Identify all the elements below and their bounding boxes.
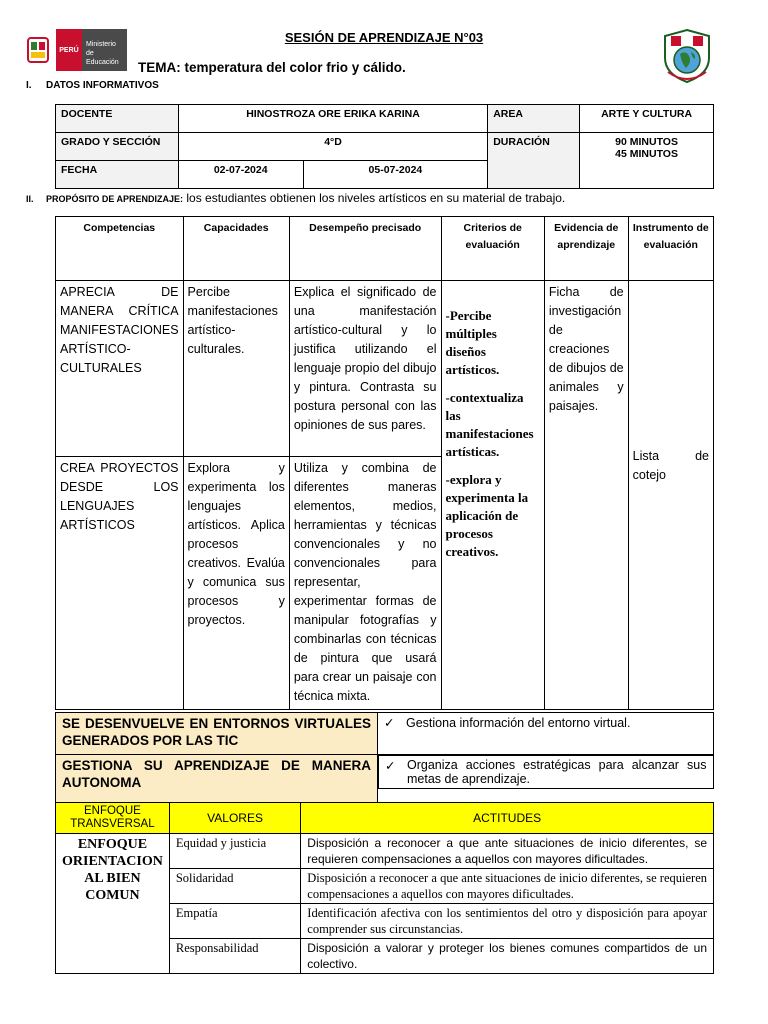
checkmark-icon: ✓ — [384, 716, 395, 730]
section-2-label: PROPÓSITO DE APRENDIZAJE: — [46, 194, 184, 204]
competencia-2: CREA PROYECTOS DESDE LOS LENGUAJES ARTÍSTICOS — [56, 457, 184, 710]
docente-value: HINOSTROZA ORE ERIKA KARINA — [178, 105, 487, 133]
ministry-line-2: de Educación — [86, 50, 119, 66]
header-competencias: Competencias — [56, 217, 184, 281]
virtual-competency-2: GESTIONA SU APRENDIZAJE DE MANERA AUTONOMA — [56, 755, 378, 803]
approach-name: ENFOQUE ORIENTACION AL BIEN COMUN — [56, 834, 170, 974]
virtual-capacity-1-text: Gestiona información del entorno virtual. — [406, 716, 631, 730]
competencies-header-row — [56, 217, 714, 281]
competencia-1: APRECIA DE MANERA CRÍTICA MANIFESTACIONES ARTÍSTICO-CULTURALES — [56, 281, 184, 457]
approach-row-1 — [56, 834, 714, 869]
virtual-capacity-2 — [378, 755, 714, 789]
valor-1: Equidad y justicia — [169, 834, 300, 869]
duracion-value-2: 45 MINUTOS — [615, 148, 678, 160]
info-table — [55, 104, 714, 189]
transversal-competencies-table — [55, 712, 714, 803]
evidencia-cell: Ficha de investigación de creaciones de dibujos de animales y paisajes. — [544, 281, 628, 710]
area-label: AREA — [488, 105, 580, 133]
header-enfoque: ENFOQUE TRANSVERSAL — [56, 803, 170, 834]
transversal-approach-table — [55, 802, 714, 974]
fecha-value-2: 05-07-2024 — [303, 161, 488, 189]
topic-title: TEMA: temperatura del color frio y cálido. — [138, 60, 406, 75]
header-capacidades: Capacidades — [183, 217, 289, 281]
country-label: PERÚ — [56, 29, 82, 71]
header-actitudes: ACTITUDES — [301, 803, 714, 834]
section-1-label: DATOS INFORMATIVOS — [46, 80, 159, 91]
grado-value: 4°D — [178, 133, 487, 161]
actitud-1: Disposición a reconocer a que ante situaciones de inicio diferentes, se requieren compensaciones a aquellos con mayores dificultades. — [301, 834, 714, 869]
competencies-table — [55, 216, 714, 710]
section-1-heading — [26, 80, 159, 91]
duracion-label: DURACIÓN — [488, 133, 580, 189]
actitud-2: Disposición a reconocer a que ante situaciones de inicio diferentes, se requieren compensaciones a aquellos con mayores dificultades. — [301, 869, 714, 904]
virtual-row-1 — [56, 713, 714, 755]
virtual-capacity-1 — [378, 713, 714, 755]
header-evidencia: Evidencia de aprendizaje — [544, 217, 628, 281]
competency-row-1 — [56, 281, 714, 457]
desempeno-1: Explica el significado de una manifestación artístico-cultural y lo justifica utilizando el lenguaje propio del dibujo y pintura. Contrasta su postura personal con las opiniones de sus pares. — [289, 281, 441, 457]
ministry-line-1: Ministerio — [86, 41, 116, 48]
page-title: SESIÓN DE APRENDIZAJE N°03 — [284, 30, 484, 45]
section-2-text: los estudiantes obtienen los niveles artísticos en su material de trabajo. — [186, 191, 566, 205]
virtual-capacity-2-text: Organiza acciones estratégicas para alcanzar sus metas de aprendizaje. — [407, 758, 707, 786]
actitud-4: Disposición a valorar y proteger los bienes comunes compartidos de un colectivo. — [301, 939, 714, 974]
info-row-docente — [56, 105, 714, 133]
fecha-value-1: 02-07-2024 — [178, 161, 303, 189]
criterios-cell — [441, 281, 544, 710]
docente-label: DOCENTE — [56, 105, 179, 133]
header-criterios: Criterios de evaluación — [441, 217, 544, 281]
grado-label: GRADO Y SECCIÓN — [56, 133, 179, 161]
duracion-value-1: 90 MINUTOS — [615, 136, 678, 148]
header-desempeno: Desempeño precisado — [289, 217, 441, 281]
desempeno-2: Utiliza y combina de diferentes maneras elementos, medios, herramientas y técnicas convencionales y no convencionales para representar, experimentar formas de manipular fotografías y combinarlas con técnicas de pintura que usará para crear un paisaje con técnica mixta. — [289, 457, 441, 710]
capacidad-2: Explora y experimenta los lenguajes artísticos. Aplica procesos creativos. Evalúa y comunica sus procesos y proyectos. — [183, 457, 289, 710]
approach-header-row — [56, 803, 714, 834]
section-2-heading — [26, 191, 565, 205]
virtual-competency-1: SE DESENVUELVE EN ENTORNOS VIRTUALES GENERADOS POR LAS TIC — [56, 713, 378, 755]
criterio-2: -contextualiza las manifestaciones artísticas. — [445, 390, 534, 459]
actitud-3: Identificación afectiva con los sentimientos del otro y disposición para apoyar comprender sus circunstancias. — [301, 904, 714, 939]
area-value: ARTE Y CULTURA — [580, 105, 714, 133]
instrumento-text: Lista de cotejo — [632, 449, 709, 482]
virtual-row-2 — [56, 755, 714, 803]
duracion-value — [580, 133, 714, 189]
instrumento-cell — [628, 281, 713, 710]
valor-3: Empatía — [169, 904, 300, 939]
valor-2: Solidaridad — [169, 869, 300, 904]
section-2-number: II. — [26, 194, 34, 204]
header-valores: VALORES — [169, 803, 300, 834]
criterio-3: -explora y experimenta la aplicación de procesos creativos. — [445, 472, 529, 559]
section-1-number: I. — [26, 80, 32, 91]
criterio-1: -Percibe múltiples diseños artísticos. — [445, 308, 500, 377]
capacidad-1: Percibe manifestaciones artístico-culturales. — [183, 281, 289, 457]
checkmark-icon: ✓ — [385, 759, 396, 773]
info-row-grado — [56, 133, 714, 161]
valor-4: Responsabilidad — [169, 939, 300, 974]
header-instrumento: Instrumento de evaluación — [628, 217, 713, 281]
fecha-label: FECHA — [56, 161, 179, 189]
